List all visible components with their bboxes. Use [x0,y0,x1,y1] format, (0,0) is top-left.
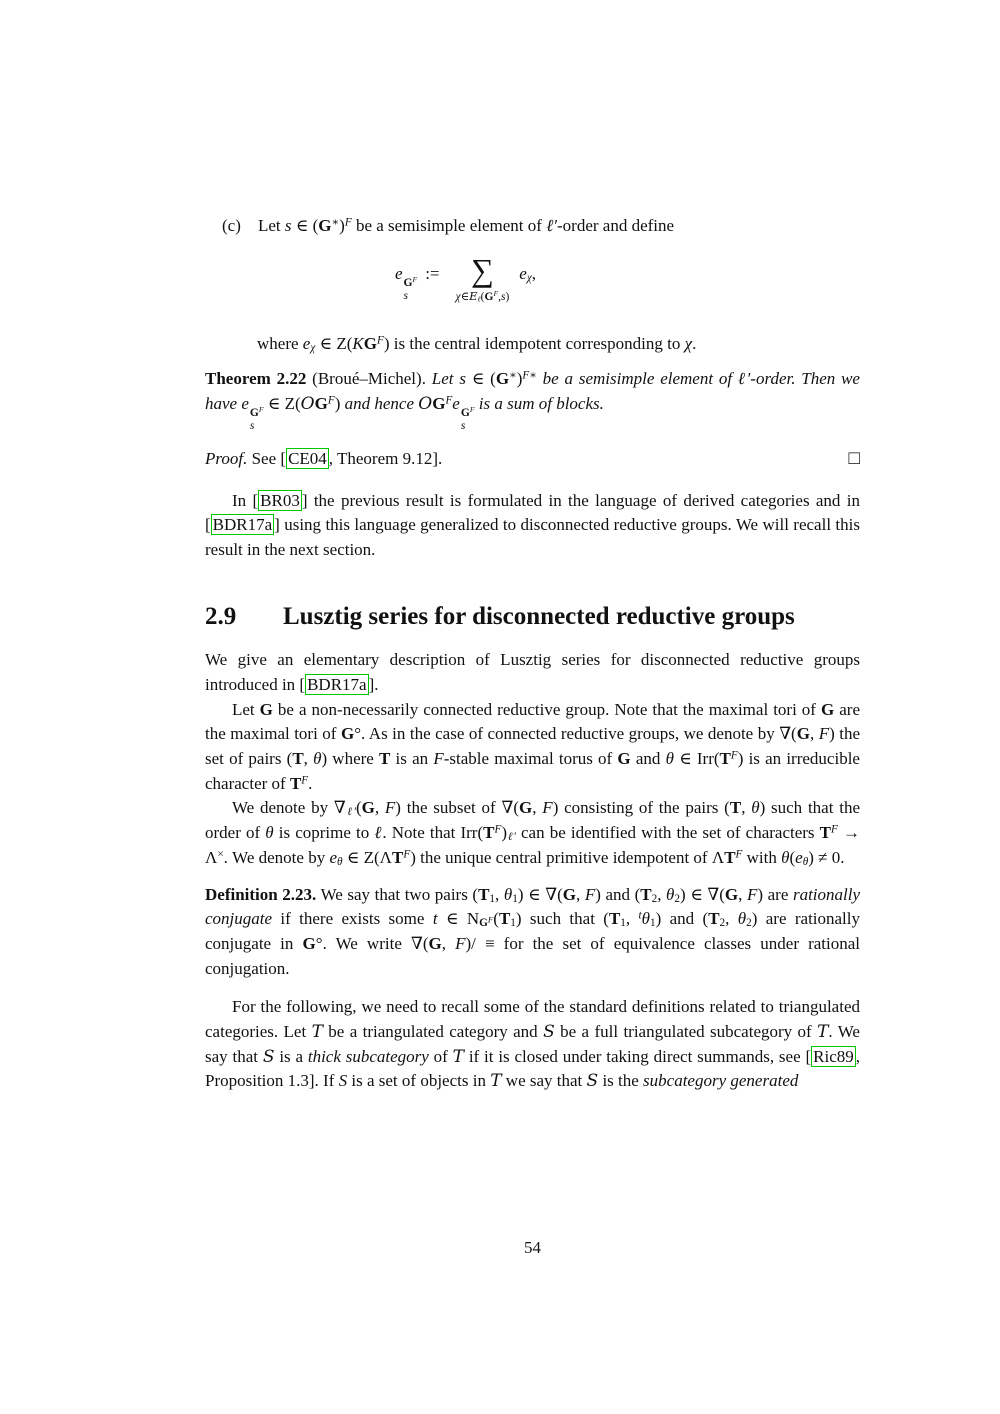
text-run: . [308,773,313,793]
text-run: 2 [674,892,680,905]
text-run: ( [480,290,485,303]
text-run: F [494,823,502,836]
text-run: T [478,884,490,904]
text-run: be a semisimple element of [351,216,547,235]
text-run: ℓ′ [546,216,557,235]
text-run: -order and define [557,216,675,235]
math-base-e: e [519,263,527,283]
text-run: T [708,909,720,929]
text-run: ℓ′ [507,831,516,844]
text-run: θ [337,856,343,869]
paragraph-intro [205,648,860,697]
text-run: , [625,909,639,929]
text-run: s [500,290,506,303]
text-run: θ [781,847,790,867]
text-run: 2 [651,892,658,905]
math-script-stack [461,407,475,433]
text-run: , [809,724,819,744]
text-run: ∈ Z( [315,333,353,353]
text-run: s [249,418,255,432]
text-run: G [617,749,631,769]
text-run: ]. [368,674,379,694]
text-run: is an [390,749,434,769]
text-run: . We denote by [223,847,330,867]
text-run: ° [315,933,323,953]
text-run: can be identified with the set of characters [515,823,820,843]
citation-link[interactable]: BDR17a [212,515,273,535]
text-run: , Proposition 1.3]. If [205,1046,860,1091]
text-run: F [735,848,743,861]
text-run: G [249,406,259,420]
math-subscript [461,420,466,433]
paragraph-nabla [205,796,860,870]
text-run: T [311,1022,323,1043]
text-run: 1 [510,917,516,930]
text-run: G [314,394,328,414]
math-sub-chi: χ [526,271,532,284]
citation-link[interactable]: BDR17a [307,674,367,694]
text-run: T [379,749,391,769]
equation-lhs [395,262,417,303]
text-run: ∗ [509,369,517,382]
text-run: θ [802,856,809,869]
text-run: T [452,1046,464,1067]
text-run: G [460,406,470,420]
text-run: F [469,405,475,415]
text-run: T [819,823,832,843]
text-run: ) such that the order of [205,798,860,843]
text-run: G [519,798,533,818]
text-run: O [300,394,315,415]
text-run: , [495,884,504,904]
text-run: F [445,394,453,407]
text-run: , [532,798,543,818]
text-run: ] the previous result is formulated in the language of derived categories and in [ [205,490,860,535]
text-run: ) [339,216,345,235]
text-run: ) and ( [595,884,641,904]
text-run: Let [232,699,260,719]
math-script-stack [403,274,418,303]
text-run: T [724,847,736,867]
section-title: Lusztig series for disconnected reductive groups [283,602,795,630]
text-run: F [746,884,758,904]
text-run: E [469,288,478,303]
text-run: ) and ( [655,909,709,929]
text-run: For the following, we need to recall some of the standard definitions related to triangulated categories. Let [205,997,860,1042]
list-item-c [222,214,860,239]
text-run: F [301,774,309,787]
text-run: be a triangulated category and [322,1022,544,1042]
text-run: G [821,699,835,719]
display-equation [395,253,860,304]
text-run: 1 [489,892,496,905]
text-run: ) is an irreducible character of [205,749,860,793]
math-base: e [452,394,460,414]
text-run: θ [666,884,675,904]
text-run: ∈ Z(Λ [342,847,392,867]
text-run: ) is the central idempotent corresponding to [383,333,685,353]
text-run: ∈ N [437,909,480,929]
text-run: θ [737,909,747,929]
text-run: We say that two pairs ( [316,884,479,904]
math-sup-F: F [412,274,418,284]
text-run: F [327,394,335,407]
text-run: is a set of objects in [347,1071,491,1091]
text-run: Let [258,216,285,235]
text-run: Proof. [205,448,248,468]
text-run: 2 [746,917,752,930]
text-run: K [352,333,364,353]
text-run: T [719,749,731,769]
text-run: ∈ [465,369,491,389]
text-run: ( [789,847,796,867]
proof-line [205,447,860,472]
paragraph-br03 [205,489,860,563]
text-run: e [329,847,337,867]
text-run: χ [684,333,693,353]
text-run: t [638,909,642,922]
text-run: ) the subset of ∇( [395,798,520,818]
text-run: F [584,884,596,904]
text-run: be a full triangulated subcategory of [554,1022,818,1042]
text-run: ∈ [460,290,470,303]
text-run: . [692,333,697,353]
text-run: We denote by ∇ [232,798,346,818]
text-run: , Theorem 9.12]. [328,448,443,468]
text-run: In [ [232,490,259,510]
text-run: be a semisimple element of [536,369,738,389]
text-run: F [258,405,264,415]
text-run: e [795,847,803,867]
text-run: ) [505,290,510,303]
text-run: F [818,724,830,744]
text-run: subcategory generated [643,1071,799,1091]
text-run: is a sum of blocks. [474,394,604,414]
text-run: ° [354,724,361,744]
section-heading [205,599,860,635]
text-run: S [338,1071,348,1091]
assign-symbol: := [425,263,440,283]
text-run: ) consisting of the pairs ( [552,798,730,818]
text-run: G [479,917,488,930]
text-run: T [490,1071,502,1092]
text-run: F [455,933,466,953]
text-run: with [742,847,782,867]
text-run: θ [641,909,650,929]
text-run: 1 [620,917,626,930]
text-run: is coprime to [273,823,375,843]
text-run: χ [455,290,461,303]
text-run: -stable maximal torus of [443,749,618,769]
text-run: t [432,909,438,929]
text-run: ) [516,369,523,389]
section-number: 2.9 [205,602,237,630]
text-run: ) ∈ ∇( [517,884,563,904]
text-run: θ [503,884,513,904]
text-run: T [817,1022,829,1043]
text-run: ∈ ( [291,216,319,235]
text-run: , [738,884,747,904]
citation-link[interactable]: CE04 [288,448,327,468]
theorem-2-22 [205,367,860,433]
summation [456,253,510,304]
text-block [205,0,860,1094]
math-subscript [250,420,255,433]
text-run: ( [490,369,496,389]
text-run: We give an elementary description of Lusztig series for disconnected reductive groups introduced in [ [205,650,860,694]
text-run: ( [355,798,362,818]
text-run: ) where [321,749,380,769]
proof-text [205,447,442,472]
text-run: rationally conjugate [205,884,861,929]
text-run: where [257,333,303,353]
text-run: 2 [719,917,726,930]
text-run: ∈ Z( [263,394,301,414]
text-run: ] using this language generalized to disconnected reductive groups. We will recall this result in the next section. [205,515,860,560]
text-run: e [302,333,311,353]
text-run: S [586,1071,599,1092]
text-run: Definition 2.23. [205,884,317,904]
text-run: G [259,699,273,719]
text-run: are the maximal tori of [205,699,861,744]
text-run: ℓ′ [345,806,356,819]
text-run: χ [310,341,316,354]
math-subscript-s: s [403,288,409,302]
text-run: we say that [501,1071,587,1091]
text-run: T [292,749,304,769]
text-run: (Broué–Michel). [306,369,432,389]
text-run: S [262,1046,275,1067]
text-run: T [608,909,621,929]
text-run: ℓ [477,294,481,304]
text-run: 1 [650,917,656,930]
text-run: F [831,823,838,836]
text-run: , [374,798,385,818]
text-run: × [217,848,224,861]
text-run: be a non-necessarily connected reductive group. Note that the maximal tori of [272,699,821,719]
text-run: , [725,909,738,929]
text-run: F [542,798,553,818]
text-run: θ [665,749,674,769]
text-run: s [459,369,466,389]
text-run: O [418,394,433,415]
text-run: G [340,724,355,744]
text-run: ∗ [331,216,340,229]
equation-rhs [519,262,536,287]
text-run: G [361,798,375,818]
text-run: G [724,884,739,904]
text-run: G [484,290,494,303]
text-run: if it is closed under taking direct summands, see [ [464,1046,812,1066]
text-run: ) the unique central primitive idempotent of Λ [410,847,725,867]
qed-symbol: □ [848,447,860,469]
text-run: , [441,933,456,953]
text-run: , [498,290,501,303]
comma: , [531,263,537,283]
text-run: G [363,333,377,353]
item-c-text [258,216,674,235]
text-run: and [630,749,666,769]
text-run: F [487,914,494,925]
text-run: , [303,749,314,769]
text-run: and hence [344,394,419,414]
text-run: F [433,749,444,769]
text-run: F∗ [522,369,537,382]
text-run: F [344,216,352,229]
text-run: ) are rationally conjugate in [205,909,861,953]
text-run: is a [274,1046,308,1066]
text-run: F [493,288,499,298]
text-run: ) [334,394,345,414]
text-run: )/ ≡ for the set of equivalence classes under rational conjugation. [205,933,861,978]
math-base-e: e [395,263,403,283]
text-run: T [729,798,742,818]
text-run: G [302,933,316,953]
citation-link[interactable]: Ric89 [813,1046,854,1066]
where-clause [257,332,860,357]
text-run: Theorem 2.22 [205,369,307,389]
math-base: e [241,394,249,414]
text-run: ℓ [374,823,383,843]
text-run: ) such that ( [515,909,609,929]
text-run: F [376,334,384,347]
text-run: F [403,848,411,861]
text-run: . We write ∇( [322,933,429,953]
text-run: T [391,847,404,867]
text-run: , [741,798,752,818]
text-run: ( [493,909,499,929]
text-run: T [289,773,302,793]
definition-2-23 [205,883,860,982]
summation-index [456,290,510,304]
text-run: T [483,823,495,843]
text-run: . As in the case of connected reductive groups, we denote by ∇( [361,724,797,744]
text-run: T [640,884,652,904]
item-c-label: (c) [222,216,241,235]
math-script-stack [250,407,264,433]
text-run: ) ≠ 0. [808,847,845,867]
citation-link[interactable]: BR03 [260,490,300,510]
text-run: G [562,884,576,904]
text-run: s [284,216,292,235]
text-run: G [796,724,810,744]
text-run: , [575,884,585,904]
text-run: thick subcategory [307,1046,429,1066]
text-run: θ [313,749,322,769]
text-run: ) ∈ ∇( [679,884,725,904]
text-run: ℓ′ [737,369,751,389]
text-run: -order. Then we have [205,369,860,414]
math-bold-G: G [403,275,413,289]
text-run: 1 [512,892,518,905]
page-number: 54 [524,1238,541,1257]
sigma-operator: ∑ [470,251,494,288]
text-run: G [432,394,446,414]
text-run: of [428,1046,453,1066]
text-run: F [730,749,738,762]
text-run: See [ [247,448,287,468]
text-run: G [428,933,442,953]
math-superscript [403,274,418,290]
text-run: T [498,909,511,929]
text-run: , [657,884,667,904]
text-run: G [495,369,510,389]
text-run: . We say that [205,1022,860,1066]
text-run: θ [751,798,760,818]
paragraph-triangulated [205,995,860,1094]
text-run: Let [431,369,460,389]
text-run: G [318,216,332,235]
text-run: ) the set of pairs ( [205,724,861,769]
text-run: ) [501,823,508,843]
text-run: ) are [757,884,793,904]
text-run: → Λ [205,823,860,867]
text-run: . Note that Irr( [382,823,484,843]
text-run: F [384,798,396,818]
text-run: S [543,1022,555,1043]
text-run: ∈ Irr( [673,749,720,769]
text-run: s [460,418,466,432]
text-run: is the [598,1071,644,1091]
text-run: θ [265,823,274,843]
text-run: if there exists some [272,909,433,929]
paragraph-let-g [205,698,860,797]
